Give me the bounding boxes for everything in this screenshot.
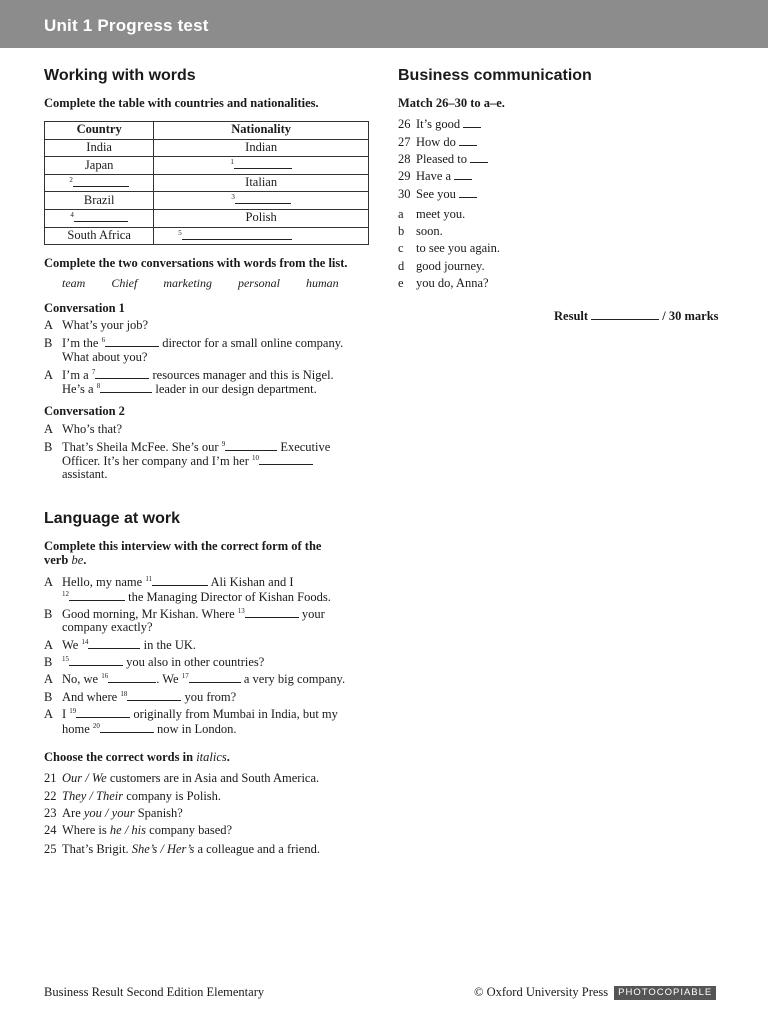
table-row	[45, 174, 369, 192]
answer-blank[interactable]	[152, 574, 208, 586]
choice-option[interactable]: She’s / Her’s	[131, 842, 195, 856]
interview-line: B And where $^{18}$ you from?	[44, 689, 237, 704]
word-list-item: team	[62, 276, 86, 290]
answer-blank[interactable]	[182, 228, 292, 240]
question-number: 3	[231, 193, 235, 202]
question-number: 4	[70, 210, 74, 219]
answer-blank[interactable]	[463, 116, 481, 128]
answer-blank[interactable]	[245, 606, 299, 618]
answer-blank[interactable]	[73, 175, 129, 187]
match-answer: e you do, Anna?	[398, 276, 489, 290]
cell-nationality: Polish	[154, 209, 369, 227]
match-answer: c to see you again.	[398, 241, 501, 255]
cell-country: India	[45, 139, 154, 157]
question-number: 1	[230, 157, 234, 166]
instruction-interview-line2: verb be.	[44, 553, 87, 567]
section-heading-language-at-work: Language at work	[44, 510, 181, 527]
word-list-item: human	[305, 276, 339, 290]
conversation-line: B That’s Sheila McFee. She’s our $^9$ Executive	[44, 439, 331, 454]
answer-blank[interactable]	[76, 706, 130, 718]
interview-line: A We $^{14}$ in the UK.	[44, 637, 197, 652]
cell-nationality: Italian	[154, 174, 369, 192]
cell-country: South Africa	[45, 227, 154, 245]
match-question: 27 How do	[398, 134, 477, 151]
cell-country: Brazil	[45, 192, 154, 210]
choice-option[interactable]: Our / We	[62, 771, 107, 785]
instruction-italics: Choose the correct words in italics.	[44, 750, 230, 764]
answer-blank[interactable]	[459, 134, 477, 146]
conversation-line: A I’m a $^7$ resources manager and this is Nigel.	[44, 367, 334, 382]
conversation-line: What about you?	[62, 350, 148, 364]
answer-blank[interactable]	[235, 192, 291, 204]
interview-line: company exactly?	[62, 620, 153, 634]
column-header-country: Country	[45, 122, 154, 140]
answer-blank[interactable]	[459, 186, 477, 198]
question-number: 2	[69, 175, 73, 184]
conversation-1-title: Conversation 1	[44, 301, 125, 315]
answer-blank[interactable]	[127, 689, 181, 701]
answer-blank[interactable]	[234, 157, 292, 169]
interview-line: home $^{20}$ now in London.	[62, 721, 237, 736]
conversation-line: Officer. It’s her company and I’m her $^{10}$	[62, 453, 313, 470]
match-answer: d good journey.	[398, 259, 485, 273]
cell-nationality-blank[interactable]	[154, 192, 369, 210]
cell-nationality-blank[interactable]	[154, 157, 369, 175]
word-list-item: marketing	[163, 276, 212, 290]
result-score: Result / 30 marks	[554, 309, 719, 323]
page-title: Unit 1 Progress test	[44, 16, 209, 35]
match-question: 29 Have a	[398, 168, 472, 185]
answer-blank[interactable]	[108, 671, 156, 683]
answer-blank[interactable]	[88, 637, 140, 649]
table-row	[45, 192, 369, 210]
footer-copyright: © Oxford University Press PHOTOCOPIABLE	[474, 985, 716, 1001]
cell-country-blank[interactable]	[45, 174, 154, 192]
answer-blank[interactable]	[189, 671, 241, 683]
section-heading-working-with-words: Working with words	[44, 67, 196, 84]
column-header-nationality: Nationality	[154, 122, 369, 140]
interview-line: $^{12}$ the Managing Director of Kishan Foods.	[62, 589, 331, 604]
conversation-line: He’s a $^8$ leader in our design department.	[62, 381, 317, 396]
answer-blank[interactable]	[225, 439, 277, 451]
choice-question: 22 They / Their company is Polish.	[44, 789, 222, 803]
instruction-match: Match 26–30 to a–e.	[398, 96, 505, 110]
answer-blank[interactable]	[69, 654, 123, 666]
photocopiable-badge: PHOTOCOPIABLE	[614, 986, 716, 1000]
conversation-line: B I’m the $^6$ director for a small online company.	[44, 335, 344, 350]
table-row	[45, 157, 369, 175]
answer-blank[interactable]	[470, 151, 488, 163]
footer-book-title: Business Result Second Edition Elementary	[44, 985, 265, 999]
choice-option[interactable]: he / his	[109, 823, 147, 837]
cell-nationality-blank[interactable]	[154, 227, 369, 245]
answer-blank[interactable]	[105, 335, 159, 347]
choice-option[interactable]: you / your	[83, 806, 135, 820]
match-answer: b soon.	[398, 224, 443, 238]
choice-question: 23 Are you / your Spanish?	[44, 806, 183, 820]
answer-blank[interactable]	[95, 367, 149, 379]
interview-line: A No, we $^{16}$ . We $^{17}$ a very big company.	[44, 671, 346, 686]
section-heading-business-communication: Business communication	[398, 67, 592, 84]
choice-question: 21 Our / We customers are in Asia and South America.	[44, 771, 320, 785]
table-header-row	[45, 122, 369, 140]
interview-line: A Hello, my name $^{11}$ Ali Kishan and I	[44, 574, 294, 589]
conversation-line: A What’s your job?	[44, 318, 149, 332]
country-nationality-table	[44, 121, 369, 245]
choice-question: 25 That’s Brigit. She’s / Her’s a colleague and a friend.	[44, 842, 320, 856]
word-list	[62, 276, 362, 291]
choice-question: 24 Where is he / his company based?	[44, 823, 233, 837]
instruction-conversations: Complete the two conversations with words from the list.	[44, 256, 348, 270]
answer-blank[interactable]	[259, 453, 313, 465]
table-row	[45, 209, 369, 227]
instruction-interview-line1: Complete this interview with the correct form of the	[44, 539, 322, 553]
table-row	[45, 139, 369, 157]
match-answer: a meet you.	[398, 207, 466, 221]
conversation-line: assistant.	[62, 467, 108, 481]
interview-line: A I $^{19}$ originally from Mumbai in India, but my	[44, 706, 338, 721]
cell-nationality: Indian	[154, 139, 369, 157]
score-blank[interactable]	[591, 308, 659, 320]
interview-line: B Good morning, Mr Kishan. Where $^{13}$ your	[44, 606, 325, 621]
answer-blank[interactable]	[69, 589, 125, 601]
conversation-2-title: Conversation 2	[44, 404, 125, 418]
cell-country-blank[interactable]	[45, 209, 154, 227]
conversation-line: A Who’s that?	[44, 422, 123, 436]
answer-blank[interactable]	[100, 721, 154, 733]
match-question: 26 It’s good	[398, 116, 481, 133]
match-question: 28 Pleased to	[398, 151, 488, 168]
answer-blank[interactable]	[100, 381, 152, 393]
answer-blank[interactable]	[74, 210, 128, 222]
word-list-item: Chief	[111, 276, 138, 290]
question-number: 5	[178, 228, 182, 237]
header-bar	[0, 0, 768, 48]
answer-blank[interactable]	[454, 168, 472, 180]
table-row	[45, 227, 369, 245]
word-list-item: personal	[237, 276, 280, 290]
choice-option[interactable]: They / Their	[62, 789, 124, 803]
match-question: 30 See you	[398, 186, 477, 203]
instruction-table: Complete the table with countries and nationalities.	[44, 96, 319, 110]
interview-line: B $^{15}$ you also in other countries?	[44, 654, 265, 669]
cell-country: Japan	[45, 157, 154, 175]
